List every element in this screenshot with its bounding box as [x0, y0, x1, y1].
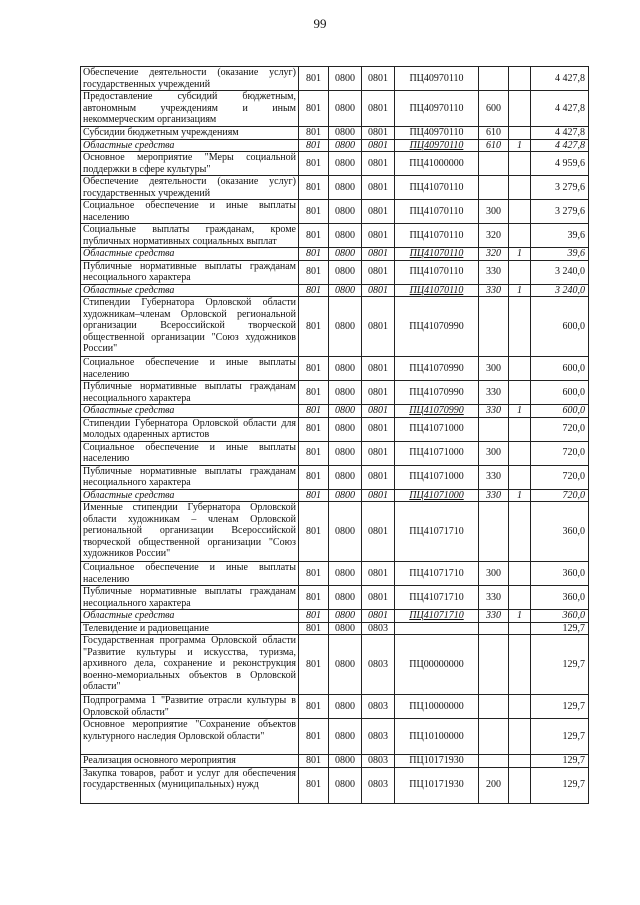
table-row: [81, 200, 589, 224]
row-subsection-code: 0803: [362, 695, 395, 719]
row-expense-type: [479, 176, 509, 200]
row-subsection-code: 0803: [362, 635, 395, 695]
row-target-article: ПЦ00000000: [395, 635, 479, 695]
row-amount: 3 240,0: [531, 260, 589, 284]
row-amount: 4 427,8: [531, 91, 589, 127]
row-funding-source: [509, 719, 531, 755]
row-section-code: 0800: [329, 91, 362, 127]
row-funding-source: 1: [509, 284, 531, 297]
row-grbs-code: 801: [299, 224, 329, 248]
row-grbs-code: 801: [299, 767, 329, 803]
row-subsection-code: 0803: [362, 719, 395, 755]
row-expense-type: [479, 622, 509, 635]
row-funding-source: [509, 297, 531, 357]
row-grbs-code: 801: [299, 586, 329, 610]
row-expense-type: 330: [479, 260, 509, 284]
row-target-article: ПЦ41070990: [395, 297, 479, 357]
row-subsection-code: 0801: [362, 297, 395, 357]
row-target-article: ПЦ41070990: [395, 381, 479, 405]
row-amount: 600,0: [531, 357, 589, 381]
row-subsection-code: 0801: [362, 284, 395, 297]
row-section-code: 0800: [329, 417, 362, 441]
row-subsection-code: 0803: [362, 755, 395, 768]
row-target-article: ПЦ10171930: [395, 767, 479, 803]
row-name: Областные средства: [81, 610, 299, 623]
row-target-article: ПЦ41070110: [395, 260, 479, 284]
row-section-code: 0800: [329, 381, 362, 405]
row-section-code: 0800: [329, 176, 362, 200]
row-funding-source: [509, 502, 531, 562]
row-amount: 3 279,6: [531, 176, 589, 200]
row-grbs-code: 801: [299, 562, 329, 586]
row-target-article: ПЦ41071000: [395, 465, 479, 489]
table-row: [81, 767, 589, 803]
table-row: [81, 260, 589, 284]
table-row: [81, 441, 589, 465]
row-funding-source: [509, 381, 531, 405]
row-grbs-code: 801: [299, 695, 329, 719]
row-target-article: [395, 622, 479, 635]
table-row: [81, 152, 589, 176]
row-name: Подпрограмма 1 "Развитие отрасли культуры в Орловской области": [81, 695, 299, 719]
row-name: Государственная программа Орловской области "Развитие культуры и искусства, туризма, архивного дела, сохранение и реконструкция военно-мемориальных объектов в Орловской области": [81, 635, 299, 695]
row-subsection-code: 0801: [362, 248, 395, 261]
row-target-article: ПЦ10100000: [395, 719, 479, 755]
row-funding-source: [509, 635, 531, 695]
row-target-article: ПЦ41071710: [395, 562, 479, 586]
row-expense-type: 330: [479, 489, 509, 502]
row-funding-source: [509, 224, 531, 248]
row-subsection-code: 0801: [362, 357, 395, 381]
table-row: [81, 755, 589, 768]
row-funding-source: [509, 755, 531, 768]
row-target-article: ПЦ40970110: [395, 67, 479, 91]
row-section-code: 0800: [329, 586, 362, 610]
row-target-article: ПЦ41070990: [395, 405, 479, 418]
row-section-code: 0800: [329, 465, 362, 489]
row-grbs-code: 801: [299, 719, 329, 755]
row-section-code: 0800: [329, 441, 362, 465]
row-expense-type: 320: [479, 224, 509, 248]
row-grbs-code: 801: [299, 465, 329, 489]
row-name: Социальные выплаты гражданам, кроме публичных нормативных социальных выплат: [81, 224, 299, 248]
row-target-article: ПЦ40970110: [395, 139, 479, 152]
row-grbs-code: 801: [299, 297, 329, 357]
row-amount: 39,6: [531, 248, 589, 261]
table-row: [81, 489, 589, 502]
table-row: [81, 586, 589, 610]
row-section-code: 0800: [329, 200, 362, 224]
row-funding-source: 1: [509, 139, 531, 152]
row-subsection-code: 0801: [362, 489, 395, 502]
row-grbs-code: 801: [299, 405, 329, 418]
row-section-code: 0800: [329, 152, 362, 176]
row-expense-type: [479, 152, 509, 176]
row-section-code: 0800: [329, 248, 362, 261]
row-target-article: ПЦ41070110: [395, 176, 479, 200]
table-row: [81, 139, 589, 152]
row-target-article: ПЦ40970110: [395, 127, 479, 140]
row-expense-type: 300: [479, 200, 509, 224]
row-grbs-code: 801: [299, 176, 329, 200]
row-target-article: ПЦ41071710: [395, 586, 479, 610]
row-grbs-code: 801: [299, 127, 329, 140]
row-amount: 129,7: [531, 719, 589, 755]
row-grbs-code: 801: [299, 139, 329, 152]
row-name: Публичные нормативные выплаты гражданам несоциального характера: [81, 260, 299, 284]
row-section-code: 0800: [329, 260, 362, 284]
table-row: [81, 284, 589, 297]
table-row: [81, 719, 589, 755]
row-funding-source: [509, 767, 531, 803]
row-section-code: 0800: [329, 719, 362, 755]
row-target-article: ПЦ10171930: [395, 755, 479, 768]
table-row: [81, 91, 589, 127]
row-section-code: 0800: [329, 622, 362, 635]
row-funding-source: [509, 176, 531, 200]
table-row: [81, 176, 589, 200]
row-name: Именные стипендии Губернатора Орловской области художникам – членам Орловской региональной организации Всероссийской творческой общественной организации "Союз художников России": [81, 502, 299, 562]
row-grbs-code: 801: [299, 755, 329, 768]
row-section-code: 0800: [329, 502, 362, 562]
row-expense-type: [479, 67, 509, 91]
row-amount: 129,7: [531, 635, 589, 695]
row-subsection-code: 0801: [362, 127, 395, 140]
row-amount: 360,0: [531, 610, 589, 623]
row-funding-source: [509, 695, 531, 719]
row-grbs-code: 801: [299, 248, 329, 261]
row-name: Социальное обеспечение и иные выплаты населению: [81, 441, 299, 465]
row-funding-source: [509, 91, 531, 127]
row-subsection-code: 0801: [362, 224, 395, 248]
row-expense-type: 320: [479, 248, 509, 261]
row-grbs-code: 801: [299, 91, 329, 127]
row-section-code: 0800: [329, 139, 362, 152]
row-amount: 3 279,6: [531, 200, 589, 224]
row-subsection-code: 0803: [362, 622, 395, 635]
table-row: [81, 635, 589, 695]
row-name: Закупка товаров, работ и услуг для обеспечения государственных (муниципальных) нужд: [81, 767, 299, 803]
row-amount: 39,6: [531, 224, 589, 248]
row-section-code: 0800: [329, 224, 362, 248]
row-subsection-code: 0801: [362, 67, 395, 91]
row-amount: 600,0: [531, 381, 589, 405]
row-subsection-code: 0801: [362, 200, 395, 224]
row-grbs-code: 801: [299, 152, 329, 176]
row-name: Областные средства: [81, 139, 299, 152]
row-target-article: ПЦ41071000: [395, 417, 479, 441]
row-funding-source: 1: [509, 405, 531, 418]
row-target-article: ПЦ40970110: [395, 91, 479, 127]
row-section-code: 0800: [329, 67, 362, 91]
row-grbs-code: 801: [299, 357, 329, 381]
row-grbs-code: 801: [299, 67, 329, 91]
row-expense-type: [479, 695, 509, 719]
row-subsection-code: 0801: [362, 417, 395, 441]
row-subsection-code: 0803: [362, 767, 395, 803]
row-grbs-code: 801: [299, 260, 329, 284]
row-section-code: 0800: [329, 695, 362, 719]
row-subsection-code: 0801: [362, 562, 395, 586]
row-target-article: ПЦ10000000: [395, 695, 479, 719]
row-name: Областные средства: [81, 489, 299, 502]
row-funding-source: [509, 67, 531, 91]
row-target-article: ПЦ41070110: [395, 284, 479, 297]
row-target-article: ПЦ41071710: [395, 610, 479, 623]
table-row: [81, 695, 589, 719]
row-target-article: ПЦ41000000: [395, 152, 479, 176]
row-expense-type: [479, 297, 509, 357]
row-funding-source: [509, 622, 531, 635]
row-section-code: 0800: [329, 489, 362, 502]
row-expense-type: 300: [479, 357, 509, 381]
row-section-code: 0800: [329, 635, 362, 695]
row-funding-source: 1: [509, 610, 531, 623]
row-funding-source: 1: [509, 489, 531, 502]
row-target-article: ПЦ41070990: [395, 357, 479, 381]
row-amount: 129,7: [531, 695, 589, 719]
row-grbs-code: 801: [299, 610, 329, 623]
table-row: [81, 610, 589, 623]
row-amount: 720,0: [531, 417, 589, 441]
table-row: [81, 405, 589, 418]
row-section-code: 0800: [329, 127, 362, 140]
row-expense-type: 330: [479, 465, 509, 489]
table-row: [81, 622, 589, 635]
row-amount: 129,7: [531, 622, 589, 635]
row-subsection-code: 0801: [362, 405, 395, 418]
row-name: Телевидение и радиовещание: [81, 622, 299, 635]
row-subsection-code: 0801: [362, 91, 395, 127]
row-expense-type: 300: [479, 441, 509, 465]
row-name: Стипендии Губернатора Орловской области для молодых одаренных артистов: [81, 417, 299, 441]
row-target-article: ПЦ41071710: [395, 502, 479, 562]
row-name: Основное мероприятие "Сохранение объектов культурного наследия Орловской области": [81, 719, 299, 755]
row-amount: 129,7: [531, 755, 589, 768]
row-amount: 3 240,0: [531, 284, 589, 297]
row-name: Областные средства: [81, 284, 299, 297]
row-name: Обеспечение деятельности (оказание услуг) государственных учреждений: [81, 67, 299, 91]
row-expense-type: 330: [479, 586, 509, 610]
row-grbs-code: 801: [299, 502, 329, 562]
table-row: [81, 502, 589, 562]
row-name: Стипендии Губернатора Орловской области художникам–членам Орловской региональной организации Всероссийской творческой общественной организации "Союз художников России": [81, 297, 299, 357]
row-expense-type: 200: [479, 767, 509, 803]
row-grbs-code: 801: [299, 635, 329, 695]
row-funding-source: [509, 260, 531, 284]
row-section-code: 0800: [329, 767, 362, 803]
table-row: [81, 297, 589, 357]
row-funding-source: [509, 586, 531, 610]
row-grbs-code: 801: [299, 622, 329, 635]
row-grbs-code: 801: [299, 417, 329, 441]
row-subsection-code: 0801: [362, 260, 395, 284]
row-subsection-code: 0801: [362, 502, 395, 562]
row-section-code: 0800: [329, 755, 362, 768]
row-name: Публичные нормативные выплаты гражданам несоциального характера: [81, 465, 299, 489]
row-target-article: ПЦ41071000: [395, 489, 479, 502]
row-funding-source: [509, 357, 531, 381]
row-target-article: ПЦ41070110: [395, 248, 479, 261]
row-name: Социальное обеспечение и иные выплаты населению: [81, 200, 299, 224]
row-funding-source: [509, 562, 531, 586]
row-subsection-code: 0801: [362, 176, 395, 200]
row-amount: 360,0: [531, 562, 589, 586]
row-section-code: 0800: [329, 297, 362, 357]
row-section-code: 0800: [329, 610, 362, 623]
row-subsection-code: 0801: [362, 610, 395, 623]
table-row: [81, 381, 589, 405]
row-expense-type: [479, 635, 509, 695]
row-name: Публичные нормативные выплаты гражданам несоциального характера: [81, 586, 299, 610]
row-grbs-code: 801: [299, 200, 329, 224]
table-row: [81, 224, 589, 248]
row-funding-source: 1: [509, 248, 531, 261]
row-funding-source: [509, 441, 531, 465]
row-amount: 4 427,8: [531, 67, 589, 91]
table-row: [81, 127, 589, 140]
row-expense-type: [479, 417, 509, 441]
row-amount: 4 959,6: [531, 152, 589, 176]
row-name: Публичные нормативные выплаты гражданам несоциального характера: [81, 381, 299, 405]
row-expense-type: 330: [479, 610, 509, 623]
table-row: [81, 248, 589, 261]
row-funding-source: [509, 152, 531, 176]
row-target-article: ПЦ41070110: [395, 224, 479, 248]
row-grbs-code: 801: [299, 381, 329, 405]
row-amount: 720,0: [531, 465, 589, 489]
row-expense-type: [479, 755, 509, 768]
row-amount: 600,0: [531, 405, 589, 418]
row-grbs-code: 801: [299, 284, 329, 297]
table-row: [81, 562, 589, 586]
row-subsection-code: 0801: [362, 381, 395, 405]
row-amount: 4 427,8: [531, 127, 589, 140]
row-expense-type: 300: [479, 562, 509, 586]
row-name: Социальное обеспечение и иные выплаты населению: [81, 357, 299, 381]
row-amount: 720,0: [531, 489, 589, 502]
row-subsection-code: 0801: [362, 586, 395, 610]
row-name: Областные средства: [81, 405, 299, 418]
row-grbs-code: 801: [299, 441, 329, 465]
row-funding-source: [509, 417, 531, 441]
row-amount: 360,0: [531, 502, 589, 562]
row-name: Субсидии бюджетным учреждениям: [81, 127, 299, 140]
row-expense-type: 610: [479, 127, 509, 140]
table-row: [81, 67, 589, 91]
row-amount: 720,0: [531, 441, 589, 465]
row-grbs-code: 801: [299, 489, 329, 502]
row-expense-type: 600: [479, 91, 509, 127]
row-amount: 4 427,8: [531, 139, 589, 152]
row-amount: 600,0: [531, 297, 589, 357]
row-expense-type: 330: [479, 405, 509, 418]
row-amount: 129,7: [531, 767, 589, 803]
row-funding-source: [509, 465, 531, 489]
row-expense-type: 330: [479, 381, 509, 405]
row-target-article: ПЦ41070110: [395, 200, 479, 224]
row-target-article: ПЦ41071000: [395, 441, 479, 465]
row-section-code: 0800: [329, 284, 362, 297]
row-expense-type: [479, 502, 509, 562]
row-subsection-code: 0801: [362, 465, 395, 489]
row-name: Реализация основного мероприятия: [81, 755, 299, 768]
row-name: Основное мероприятие "Меры социальной поддержки в сфере культуры": [81, 152, 299, 176]
row-name: Предоставление субсидий бюджетным, автономным учреждениям и иным некоммерческим организациям: [81, 91, 299, 127]
row-subsection-code: 0801: [362, 152, 395, 176]
row-section-code: 0800: [329, 562, 362, 586]
row-section-code: 0800: [329, 405, 362, 418]
row-expense-type: [479, 719, 509, 755]
row-amount: 360,0: [531, 586, 589, 610]
table-row: [81, 417, 589, 441]
row-name: Областные средства: [81, 248, 299, 261]
row-funding-source: [509, 127, 531, 140]
row-funding-source: [509, 200, 531, 224]
table-row: [81, 465, 589, 489]
table-row: [81, 357, 589, 381]
row-name: Социальное обеспечение и иные выплаты населению: [81, 562, 299, 586]
row-subsection-code: 0801: [362, 441, 395, 465]
budget-table: [80, 66, 589, 804]
row-name: Обеспечение деятельности (оказание услуг) государственных учреждений: [81, 176, 299, 200]
row-expense-type: 330: [479, 284, 509, 297]
table-body: [81, 67, 589, 804]
row-subsection-code: 0801: [362, 139, 395, 152]
row-expense-type: 610: [479, 139, 509, 152]
row-section-code: 0800: [329, 357, 362, 381]
page-number: 99: [313, 16, 327, 31]
